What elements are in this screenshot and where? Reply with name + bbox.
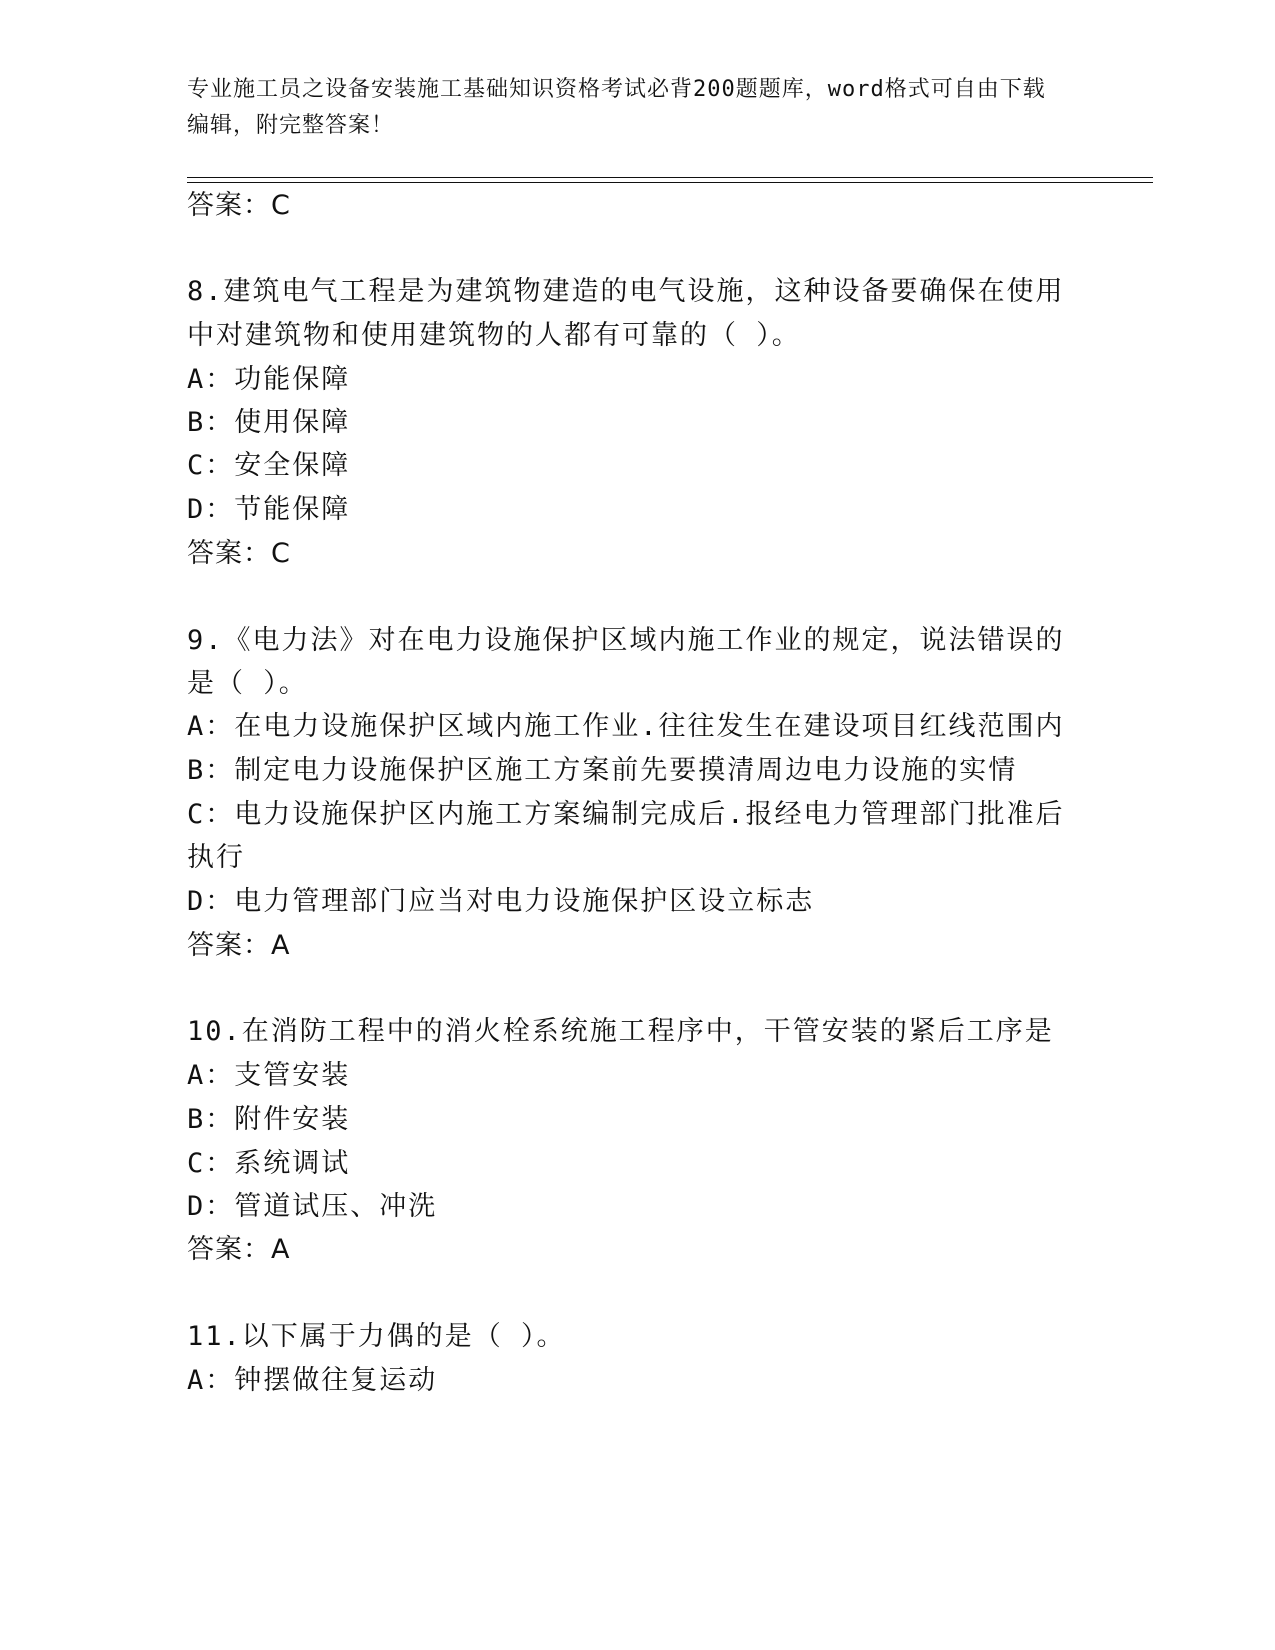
option-9-d: D：电力管理部门应当对电力设施保护区设立标志 (187, 886, 815, 917)
answer-10: 答案：A (187, 1234, 291, 1265)
option-8-d: D：节能保障 (187, 494, 351, 525)
document-header: 专业施工员之设备安装施工基础知识资格考试必背200题题库，word格式可自由下载编辑，附完整答案！ (187, 77, 1046, 138)
option-8-a: A：功能保障 (187, 364, 351, 395)
question-9-line-2: 是（ ）。 (187, 668, 308, 699)
question-10-line-1: 10.在消防工程中的消火栓系统施工程序中，干管安装的紧后工序是 (187, 1016, 1054, 1047)
question-9-line-1: 9.《电力法》对在电力设施保护区域内施工作业的规定，说法错误的 (187, 625, 1065, 656)
header-rule-bottom (187, 182, 1153, 183)
option-10-a: A：支管安装 (187, 1060, 351, 1091)
option-10-c: C：系统调试 (187, 1148, 351, 1179)
answer-9: 答案：A (187, 930, 291, 961)
answer-7: 答案：C (187, 190, 291, 221)
question-8-line-1: 8.建筑电气工程是为建筑物建造的电气设施，这种设备要确保在使用 (187, 276, 1065, 307)
option-9-b: B：制定电力设施保护区施工方案前先要摸清周边电力设施的实情 (187, 755, 1018, 786)
header-rule-top (187, 177, 1153, 178)
question-11-line-1: 11.以下属于力偶的是（ ）。 (187, 1321, 566, 1352)
option-9-c-line-2: 执行 (187, 842, 245, 873)
option-8-c: C：安全保障 (187, 450, 351, 481)
option-11-a: A：钟摆做往复运动 (187, 1365, 438, 1396)
answer-8: 答案：C (187, 538, 291, 569)
option-10-b: B：附件安装 (187, 1104, 351, 1135)
option-9-a: A：在电力设施保护区域内施工作业.往往发生在建设项目红线范围内 (187, 711, 1065, 742)
option-8-b: B：使用保障 (187, 407, 351, 438)
option-10-d: D：管道试压、冲洗 (187, 1191, 438, 1222)
option-9-c-line-1: C：电力设施保护区内施工方案编制完成后.报经电力管理部门批准后 (187, 799, 1065, 830)
question-8-line-2: 中对建筑物和使用建筑物的人都有可靠的（ ）。 (187, 320, 801, 351)
